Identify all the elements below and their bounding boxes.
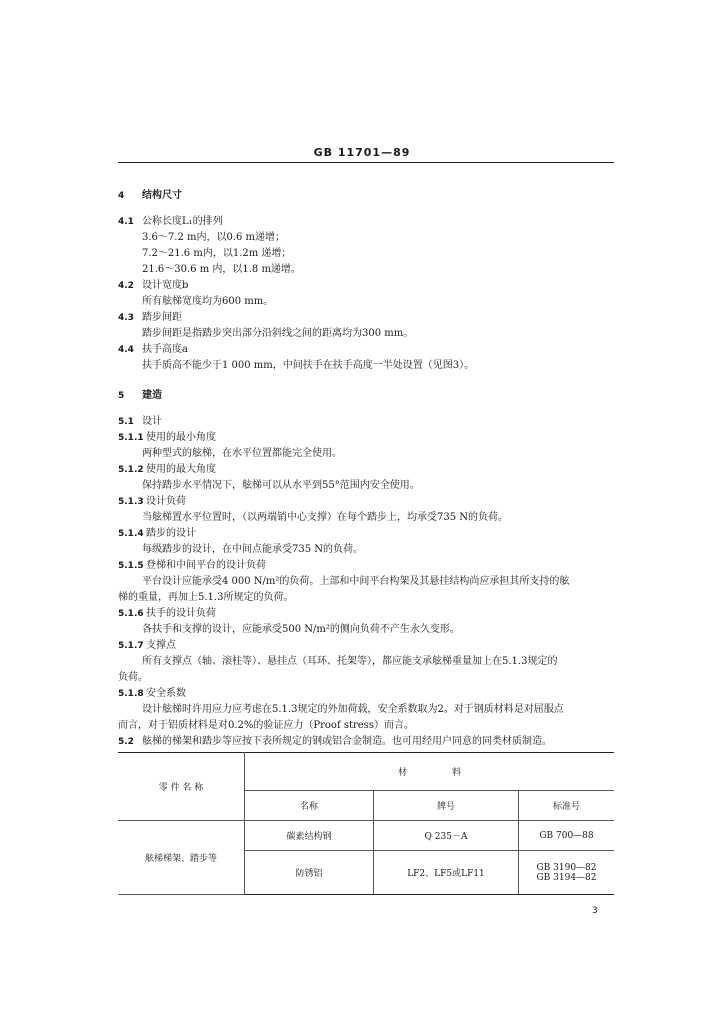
clause-heading [118, 214, 618, 230]
paragraph-line: 所有舷梯宽度均为600 mm。 [142, 296, 274, 307]
clause-title: 舷梯的梯架和踏步等应按下表所规定的钢或铝合金制造。也可用经用户同意的同类材质制造。 [142, 736, 552, 747]
paragraph-line: 平台设计应能承受4 000 N/m²的负荷。上部和中间平台构架及其悬挂结构尚应承担其所支持的舷 [142, 576, 570, 587]
page-header: GB 11701—89 [313, 146, 411, 159]
clause-number: 5.1.7 [118, 641, 144, 651]
clause-number: 5 [118, 391, 125, 401]
clause-number: 4.3 [118, 313, 134, 323]
clause-heading [118, 430, 618, 446]
clause-title: 踏步间距 [142, 312, 182, 323]
clause-title: 使用的最小角度 [146, 432, 216, 443]
clause-title: 设计 [142, 416, 162, 427]
clause-title: 结构尺寸 [142, 190, 182, 201]
clause-number: 5.1.5 [118, 561, 144, 571]
clause-heading [118, 686, 618, 702]
material-name-cell: 碳素结构钢 [245, 821, 374, 851]
header-rule [118, 162, 614, 163]
clause-number: 4.1 [118, 217, 134, 227]
paragraph-line: 保持踏步水平情况下，舷梯可以从水平到55°范围内安全使用。 [142, 480, 420, 491]
paragraph-line: 两种型式的舷梯，在水平位置都能完全使用。 [142, 448, 342, 459]
clause-number: 5.1.8 [118, 689, 144, 699]
material-grade-cell: LF2、LF5或LF11 [374, 851, 519, 895]
clause-number: 5.2 [118, 737, 134, 747]
standard-line: GB 3190—82 [536, 862, 597, 873]
clause-heading [118, 278, 618, 294]
sub-header-grade: 牌号 [374, 791, 519, 821]
material-grade-cell: Q 235－A [374, 821, 519, 851]
paragraph-line: 21.6～30.6 m 内，以1.8 m递增。 [142, 264, 301, 275]
clause-number: 4.4 [118, 345, 134, 355]
materials-table [118, 752, 614, 895]
paragraph-continuation: 而言，对于铝质材料是对0.2%的验证应力（Proof stress）而言。 [118, 720, 414, 731]
part-name-cell: 舷梯梯架、踏步等 [118, 821, 245, 895]
clause-number: 5.1.4 [118, 529, 144, 539]
paragraph-line: 每级踏步的设计，在中间点能承受735 N的负荷。 [142, 544, 364, 555]
paragraph-line: 7.2～21.6 m内，以1.2m 递增； [142, 248, 292, 259]
col-part-header: 零 件 名 称 [118, 753, 245, 821]
clause-title: 设计宽度b [142, 280, 189, 291]
section-heading [118, 388, 618, 404]
paragraph-line: 所有支撑点（轴、滚柱等）、悬挂点（耳环、托架等），都应能支承舷梯重量加上在5.1.3规定的 [142, 656, 558, 667]
clause-number: 5.1.2 [118, 465, 144, 475]
paragraph-continuation: 负荷。 [118, 672, 148, 683]
clause-heading [118, 342, 618, 358]
clause-title: 登梯和中间平台的设计负荷 [146, 560, 266, 571]
clause-title: 公称长度L₁的排列 [142, 216, 223, 227]
clause-title: 扶手高度a [142, 344, 188, 355]
clause-number: 5.1.3 [118, 497, 144, 507]
paragraph-line: 踏步间距是指踏步突出部分沿斜线之间的距离均为300 mm。 [142, 328, 414, 339]
clause-heading [118, 494, 618, 510]
clause-title: 设计负荷 [146, 496, 186, 507]
clause-title: 安全系数 [146, 688, 186, 699]
clause-heading [118, 526, 618, 542]
standard-line: GB 3194—82 [536, 872, 597, 883]
materials-table-wrapper [118, 752, 614, 895]
clause-number: 4.2 [118, 281, 134, 291]
clause-heading [118, 638, 618, 654]
sub-header-standard: 标准号 [519, 791, 615, 821]
clause-number: 5.1.6 [118, 609, 144, 619]
page-number: 3 [592, 906, 598, 916]
clause-title: 踏步的设计 [146, 528, 196, 539]
paragraph-line: 3.6～7.2 m内，以0.6 m递增； [142, 232, 286, 243]
paragraph-line: 设计舷梯时许用应力应考虑在5.1.3规定的外加荷载，安全系数取为2。对于钢质材料是对屈服点 [142, 704, 564, 715]
paragraph-line: 当舷梯置水平位置时，（以两端销中心支撑）在每个踏步上，均承受735 N的负荷。 [142, 512, 509, 523]
material-standard-cell [519, 851, 615, 895]
paragraph-line: 各扶手和支撑的设计，应能承受500 N/m²的侧向负荷不产生永久变形。 [142, 624, 460, 635]
clause-heading [118, 558, 618, 574]
clause-title: 扶手的设计负荷 [146, 608, 216, 619]
clause-number: 5.1 [118, 417, 134, 427]
sub-header-name: 名称 [245, 791, 374, 821]
paragraph-continuation: 梯的重量，再加上5.1.3所规定的负荷。 [118, 592, 294, 603]
clause-title: 支撑点 [146, 640, 176, 651]
section-heading [118, 188, 618, 204]
clause-heading [118, 734, 618, 750]
paragraph-line: 扶手质高不能少于1 000 mm，中间扶手在扶手高度一半处设置（见图3）。 [142, 360, 475, 371]
clause-title: 建造 [142, 390, 162, 401]
clause-heading [118, 462, 618, 478]
material-name-cell: 防锈铝 [245, 851, 374, 895]
material-standard-cell [519, 821, 615, 851]
document-body [118, 188, 618, 750]
clause-heading [118, 414, 618, 430]
clause-heading [118, 310, 618, 326]
standard-line: GB 700—88 [539, 830, 594, 841]
clause-number: 5.1.1 [118, 433, 144, 443]
clause-title: 使用的最大角度 [146, 464, 216, 475]
clause-number: 4 [118, 191, 125, 201]
col-material-header: 材 料 [245, 753, 615, 791]
clause-heading [118, 606, 618, 622]
